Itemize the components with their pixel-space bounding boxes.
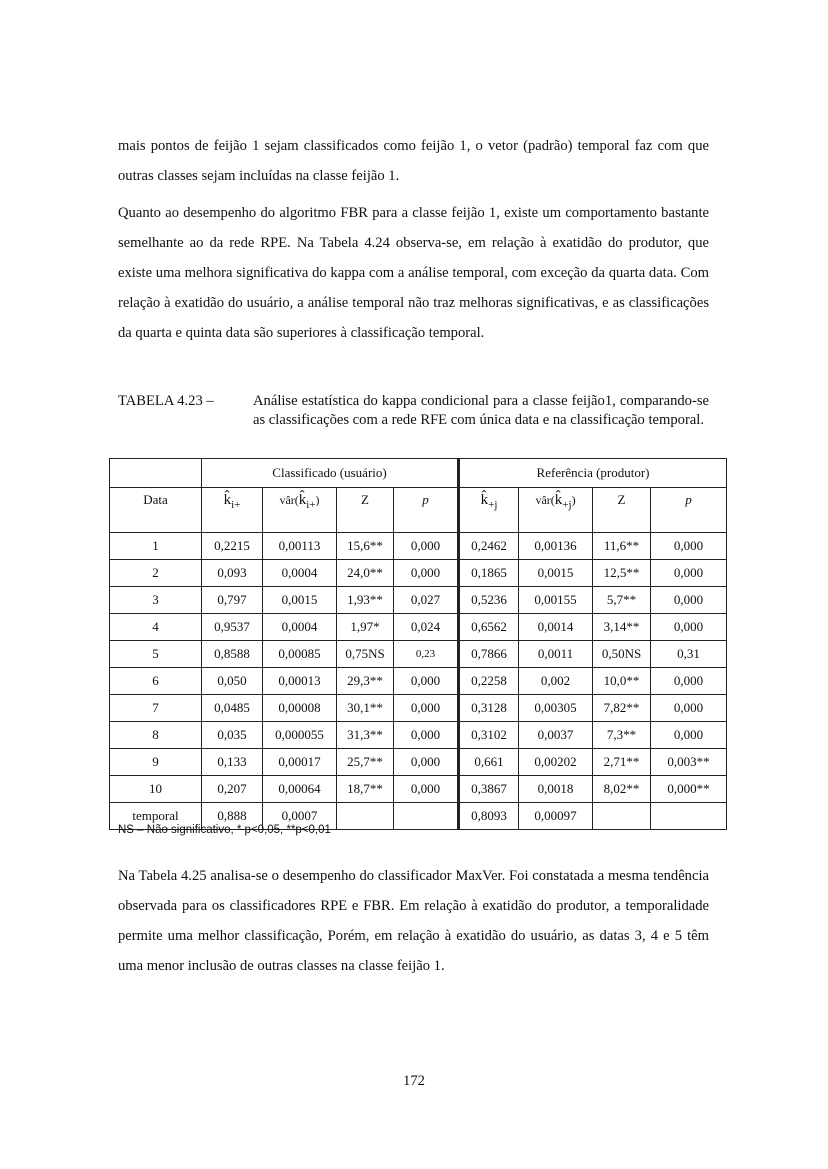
table-caption-label: TABELA 4.23 – bbox=[118, 393, 214, 409]
table-cell: 0,000 bbox=[394, 668, 459, 695]
table-cell: 0,027 bbox=[394, 587, 459, 614]
table-row bbox=[110, 560, 727, 587]
table-cell: 12,5** bbox=[593, 560, 651, 587]
table-cell: 0,000 bbox=[394, 695, 459, 722]
table-cell: 24,0** bbox=[337, 560, 394, 587]
table-cell: 0,8093 bbox=[459, 803, 519, 830]
kappa-subscript: +j bbox=[488, 499, 498, 511]
table-cell: 5,7** bbox=[593, 587, 651, 614]
table-cell: 8,02** bbox=[593, 776, 651, 803]
table-cell: 15,6** bbox=[337, 533, 394, 560]
table-cell: 3 bbox=[110, 587, 202, 614]
table-cell: 0,1865 bbox=[459, 560, 519, 587]
header-z-producer: Z bbox=[593, 488, 651, 533]
table-cell: 0,797 bbox=[202, 587, 263, 614]
table-cell: 0,000 bbox=[394, 722, 459, 749]
header-kappa-producer bbox=[459, 488, 519, 533]
var-prefix: vâr( bbox=[535, 493, 555, 507]
table-cell bbox=[651, 803, 727, 830]
table-cell: 0,00305 bbox=[519, 695, 593, 722]
table-cell: 0,0018 bbox=[519, 776, 593, 803]
table-cell: 0,00008 bbox=[263, 695, 337, 722]
header-var-producer bbox=[519, 488, 593, 533]
table-row bbox=[110, 641, 727, 668]
table-row bbox=[110, 695, 727, 722]
page-number: 172 bbox=[403, 1073, 425, 1089]
table-cell: 25,7** bbox=[337, 749, 394, 776]
table-cell: 0,0485 bbox=[202, 695, 263, 722]
header-p-user bbox=[394, 488, 459, 533]
table-cell: 0,31 bbox=[651, 641, 727, 668]
table-cell: 0,0004 bbox=[263, 560, 337, 587]
table-cell: 9 bbox=[110, 749, 202, 776]
table-cell: 31,3** bbox=[337, 722, 394, 749]
table-cell: 0,00064 bbox=[263, 776, 337, 803]
kappa-subscript: i+ bbox=[231, 499, 241, 511]
table-cell: 0,00202 bbox=[519, 749, 593, 776]
table-cell: 18,7** bbox=[337, 776, 394, 803]
var-prefix: vâr( bbox=[279, 493, 299, 507]
table-row bbox=[110, 668, 727, 695]
table-cell: 7,3** bbox=[593, 722, 651, 749]
p-label: p bbox=[422, 492, 429, 507]
table-cell: 0,000 bbox=[394, 776, 459, 803]
table-cell: 0,661 bbox=[459, 749, 519, 776]
table-footnote: NS – Não significativo, * p<0,05, **p<0,01 bbox=[118, 824, 331, 836]
var-subscript: +j bbox=[562, 499, 572, 511]
header-z-user: Z bbox=[337, 488, 394, 533]
kappa-symbol: k bbox=[223, 492, 232, 508]
table-cell: 0,000 bbox=[651, 533, 727, 560]
table-cell: 0,000 bbox=[394, 533, 459, 560]
table-cell: 0,0011 bbox=[519, 641, 593, 668]
table-cell: 0,0015 bbox=[263, 587, 337, 614]
table-cell: 1,93** bbox=[337, 587, 394, 614]
table-cell: 0,000 bbox=[394, 560, 459, 587]
table-cell: 0,050 bbox=[202, 668, 263, 695]
var-kappa: k bbox=[298, 492, 307, 508]
table-cell: 0,75NS bbox=[337, 641, 394, 668]
table-cell bbox=[337, 803, 394, 830]
table-cell: 0,2258 bbox=[459, 668, 519, 695]
table-cell: 1 bbox=[110, 533, 202, 560]
table-cell: 0,00097 bbox=[519, 803, 593, 830]
table-cell: 10,0** bbox=[593, 668, 651, 695]
table-cell: 10 bbox=[110, 776, 202, 803]
table-cell: 0,0007 bbox=[263, 803, 337, 830]
table-cell: 0,00136 bbox=[519, 533, 593, 560]
table-cell: 30,1** bbox=[337, 695, 394, 722]
table-cell: 0,000 bbox=[651, 614, 727, 641]
table-cell: 0,50NS bbox=[593, 641, 651, 668]
table-cell: 0,000 bbox=[651, 587, 727, 614]
paragraph-maxver: Na Tabela 4.25 analisa-se o desempenho do classificador MaxVer. Foi constatada a mesma tendência observada para os classificadores RPE e FBR. Em relação à exatidão do produtor, a temporalidade permite uma melhor classificação, Porém, em relação à exatidão do usuário, as datas 3, 4 e 5 têm uma menor inclusão de outras classes na classe feijão 1. bbox=[118, 868, 709, 974]
header-kappa-user bbox=[202, 488, 263, 533]
table-cell: 2 bbox=[110, 560, 202, 587]
table-cell: 0,133 bbox=[202, 749, 263, 776]
table-cell: 0,00113 bbox=[263, 533, 337, 560]
table-cell: 0,3102 bbox=[459, 722, 519, 749]
table-cell: 0,00013 bbox=[263, 668, 337, 695]
table-cell: 0,2462 bbox=[459, 533, 519, 560]
table-body bbox=[110, 533, 727, 830]
table-row bbox=[110, 749, 727, 776]
table-cell: 0,23 bbox=[394, 641, 459, 668]
table-cell: 29,3** bbox=[337, 668, 394, 695]
table-cell: 0,0015 bbox=[519, 560, 593, 587]
table-cell: 0,093 bbox=[202, 560, 263, 587]
table-sub-header-row bbox=[110, 488, 727, 533]
table-cell: 7 bbox=[110, 695, 202, 722]
table-cell: 0,3128 bbox=[459, 695, 519, 722]
p-label: p bbox=[685, 492, 692, 507]
table-cell: 3,14** bbox=[593, 614, 651, 641]
table-cell: 0,0014 bbox=[519, 614, 593, 641]
table-cell: 11,6** bbox=[593, 533, 651, 560]
table-cell: 0,8588 bbox=[202, 641, 263, 668]
var-kappa: k bbox=[554, 492, 563, 508]
table-cell: 0,000 bbox=[651, 560, 727, 587]
table-cell: 0,00085 bbox=[263, 641, 337, 668]
table-row bbox=[110, 722, 727, 749]
table-cell: 0,9537 bbox=[202, 614, 263, 641]
table-row bbox=[110, 614, 727, 641]
table-cell: 0,3867 bbox=[459, 776, 519, 803]
table-cell: 4 bbox=[110, 614, 202, 641]
table-cell: 6 bbox=[110, 668, 202, 695]
table-cell: 0,035 bbox=[202, 722, 263, 749]
table-cell: 0,00017 bbox=[263, 749, 337, 776]
table-cell: 8 bbox=[110, 722, 202, 749]
table-cell: 1,97* bbox=[337, 614, 394, 641]
table-cell: 0,002 bbox=[519, 668, 593, 695]
header-data: Data bbox=[110, 488, 202, 533]
paragraph-fbr: Quanto ao desempenho do algoritmo FBR para a classe feijão 1, existe um comportamento bastante semelhante ao da rede RPE. Na Tabela 4.24 observa-se, em relação à exatidão do produtor, que existe uma melhora significativa do kappa com a análise temporal, com exceção da quarta data. Com relação à exatidão do usuário, a análise temporal não traz melhoras significativas, e as classificações da quarta e quinta data são superiores à classificação temporal. bbox=[118, 205, 709, 341]
table-cell: 0,00155 bbox=[519, 587, 593, 614]
table-cell: 0,888 bbox=[202, 803, 263, 830]
header-var-user bbox=[263, 488, 337, 533]
header-producer-group: Referência (produtor) bbox=[459, 459, 727, 488]
var-close: ) bbox=[571, 493, 576, 507]
table-cell: 0,207 bbox=[202, 776, 263, 803]
table-caption bbox=[118, 392, 709, 430]
table-cell: 0,000 bbox=[651, 668, 727, 695]
table-cell: 0,000 bbox=[651, 695, 727, 722]
table-cell: 0,000 bbox=[651, 722, 727, 749]
table-row bbox=[110, 587, 727, 614]
table-cell: 0,000 bbox=[394, 749, 459, 776]
table-cell: 0,0004 bbox=[263, 614, 337, 641]
kappa-table bbox=[109, 458, 727, 830]
table-cell bbox=[593, 803, 651, 830]
table-cell: 5 bbox=[110, 641, 202, 668]
table-cell: 0,003** bbox=[651, 749, 727, 776]
table-cell: 0,000** bbox=[651, 776, 727, 803]
table-cell: 0,000055 bbox=[263, 722, 337, 749]
table-caption-text: Análise estatística do kappa condicional para a classe feijão1, comparando-se as classificações com a rede RFE com única data e na classificação temporal. bbox=[253, 393, 709, 428]
table-cell: 0,6562 bbox=[459, 614, 519, 641]
table-row bbox=[110, 776, 727, 803]
table-cell: 0,2215 bbox=[202, 533, 263, 560]
table-row bbox=[110, 533, 727, 560]
table-cell: 7,82** bbox=[593, 695, 651, 722]
table-cell bbox=[394, 803, 459, 830]
table-cell: temporal bbox=[110, 803, 202, 830]
table-cell: 0,5236 bbox=[459, 587, 519, 614]
header-user-group: Classificado (usuário) bbox=[202, 459, 459, 488]
var-subscript: i+ bbox=[306, 499, 316, 511]
kappa-symbol: k bbox=[480, 492, 489, 508]
header-blank bbox=[110, 459, 202, 488]
table-cell: 0,0037 bbox=[519, 722, 593, 749]
table-group-header-row bbox=[110, 459, 727, 488]
table-cell: 0,024 bbox=[394, 614, 459, 641]
header-p-producer bbox=[651, 488, 727, 533]
var-close: ) bbox=[315, 493, 320, 507]
table-cell: 0,7866 bbox=[459, 641, 519, 668]
table-cell: 2,71** bbox=[593, 749, 651, 776]
paragraph-intro: mais pontos de feijão 1 sejam classificados como feijão 1, o vetor (padrão) temporal faz com que outras classes sejam incluídas na classe feijão 1. bbox=[118, 138, 709, 184]
